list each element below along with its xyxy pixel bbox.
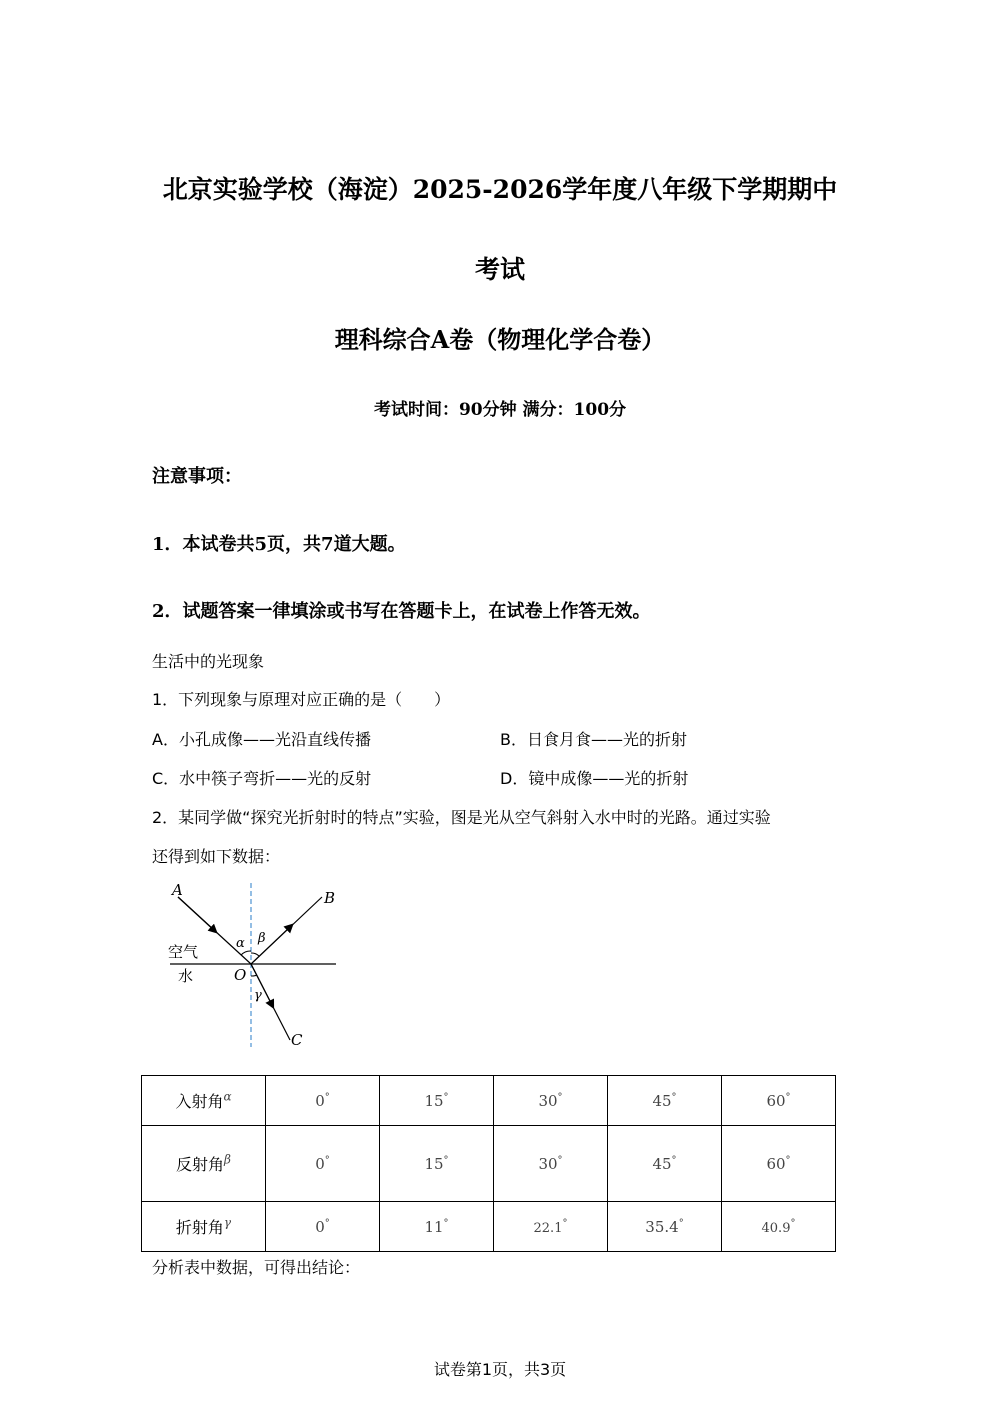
degree-symbol: °: [324, 1154, 330, 1166]
table-cell: [380, 1126, 494, 1202]
conclusion-prompt: 分析表中数据，可得出结论：: [152, 1258, 361, 1277]
table-row: [142, 1076, 836, 1126]
row-header-label: 入射角: [175, 1092, 224, 1111]
angle-value: 45: [652, 1091, 672, 1110]
label-air: 空气: [168, 943, 199, 961]
table-cell: [380, 1076, 494, 1126]
q1-option-d: D．镜中成像——光的折射: [500, 769, 689, 788]
label-alpha: α: [236, 936, 245, 951]
exam-meta: 考试时间：90分钟 满分：100分: [373, 400, 627, 420]
table-cell: [380, 1202, 494, 1252]
degree-symbol: °: [671, 1091, 677, 1103]
degree-symbol: °: [790, 1217, 796, 1229]
table-cell: [266, 1126, 380, 1202]
angle-value: 0: [315, 1217, 325, 1236]
table-cell: [722, 1126, 836, 1202]
angle-symbol: α: [223, 1089, 232, 1104]
degree-symbol: °: [678, 1217, 684, 1229]
refraction-diagram: [150, 875, 360, 1055]
q1-option-c: C．水中筷子弯折——光的反射: [152, 769, 372, 788]
angle-symbol: γ: [223, 1215, 232, 1230]
table-cell: [494, 1076, 608, 1126]
degree-symbol: °: [785, 1154, 791, 1166]
table-cell: [608, 1076, 722, 1126]
exam-subtitle: 理科综合A卷（物理化学合卷）: [334, 325, 666, 354]
label-o: O: [234, 966, 247, 984]
alpha-arc: [241, 951, 251, 955]
degree-symbol: °: [785, 1091, 791, 1103]
q2-stem-line1: 2．某同学做“探究光折射时的特点”实验，图是光从空气斜射入水中时的光路。通过实验: [152, 808, 771, 827]
exam-title-line1: 北京实验学校（海淀）2025-2026学年度八年级下学期期中: [162, 175, 838, 204]
q2-stem-line2: 还得到如下数据：: [152, 847, 281, 866]
angle-data-table: [141, 1075, 836, 1252]
incident-arrow: [178, 897, 216, 932]
beta-arc: [251, 953, 259, 956]
degree-symbol: °: [557, 1091, 563, 1103]
label-water: 水: [178, 967, 194, 985]
row-header: [142, 1076, 266, 1126]
label-beta: β: [258, 931, 266, 946]
degree-symbol: °: [557, 1154, 563, 1166]
degree-symbol: °: [443, 1154, 449, 1166]
notice-item-2: 2．试题答案一律填涂或书写在答题卡上，在试卷上作答无效。: [152, 601, 651, 622]
table-row: [142, 1202, 836, 1252]
row-header-label: 折射角: [175, 1218, 224, 1237]
q1-option-b: B．日食月食——光的折射: [500, 730, 687, 749]
angle-value: 15: [424, 1154, 444, 1173]
angle-value: 30: [538, 1091, 558, 1110]
row-header: [142, 1126, 266, 1202]
angle-value: 22.1: [533, 1220, 563, 1236]
table-row: [142, 1126, 836, 1202]
row-header-label: 反射角: [176, 1155, 225, 1174]
q1-option-a: A．小孔成像——光沿直线传播: [152, 730, 371, 749]
table-cell: [722, 1202, 836, 1252]
angle-value: 45: [652, 1154, 672, 1173]
degree-symbol: °: [671, 1154, 677, 1166]
angle-symbol: β: [224, 1152, 231, 1167]
table-cell: [608, 1126, 722, 1202]
row-header: [142, 1202, 266, 1252]
angle-value: 30: [538, 1154, 558, 1173]
label-c: C: [291, 1031, 303, 1049]
degree-symbol: °: [324, 1091, 330, 1103]
angle-value: 60: [766, 1091, 786, 1110]
table-cell: [722, 1076, 836, 1126]
label-gamma: γ: [254, 988, 262, 1003]
angle-value: 11: [424, 1217, 444, 1236]
angle-value: 0: [315, 1091, 325, 1110]
exam-title-line2: 考试: [474, 255, 525, 284]
q1-stem: 1．下列现象与原理对应正确的是（ ）: [152, 690, 451, 709]
angle-value: 0: [315, 1154, 325, 1173]
degree-symbol: °: [443, 1091, 449, 1103]
degree-symbol: °: [443, 1217, 449, 1229]
table-cell: [266, 1076, 380, 1126]
table-cell: [608, 1202, 722, 1252]
gamma-arc: [251, 975, 257, 976]
angle-value: 40.9: [761, 1220, 791, 1236]
label-b: B: [324, 889, 336, 907]
section-title: 生活中的光现象: [152, 652, 265, 671]
table-cell: [266, 1202, 380, 1252]
table-cell: [494, 1202, 608, 1252]
degree-symbol: °: [562, 1217, 568, 1229]
notice-heading: 注意事项：: [152, 466, 242, 487]
page-footer: 试卷第1页，共3页: [433, 1360, 567, 1379]
notice-item-1: 1．本试卷共5页，共7道大题。: [152, 534, 406, 555]
angle-value: 60: [766, 1154, 786, 1173]
label-a: A: [172, 881, 183, 899]
angle-value: 35.4: [645, 1217, 679, 1236]
degree-symbol: °: [324, 1217, 330, 1229]
table-cell: [494, 1126, 608, 1202]
angle-value: 15: [424, 1091, 444, 1110]
